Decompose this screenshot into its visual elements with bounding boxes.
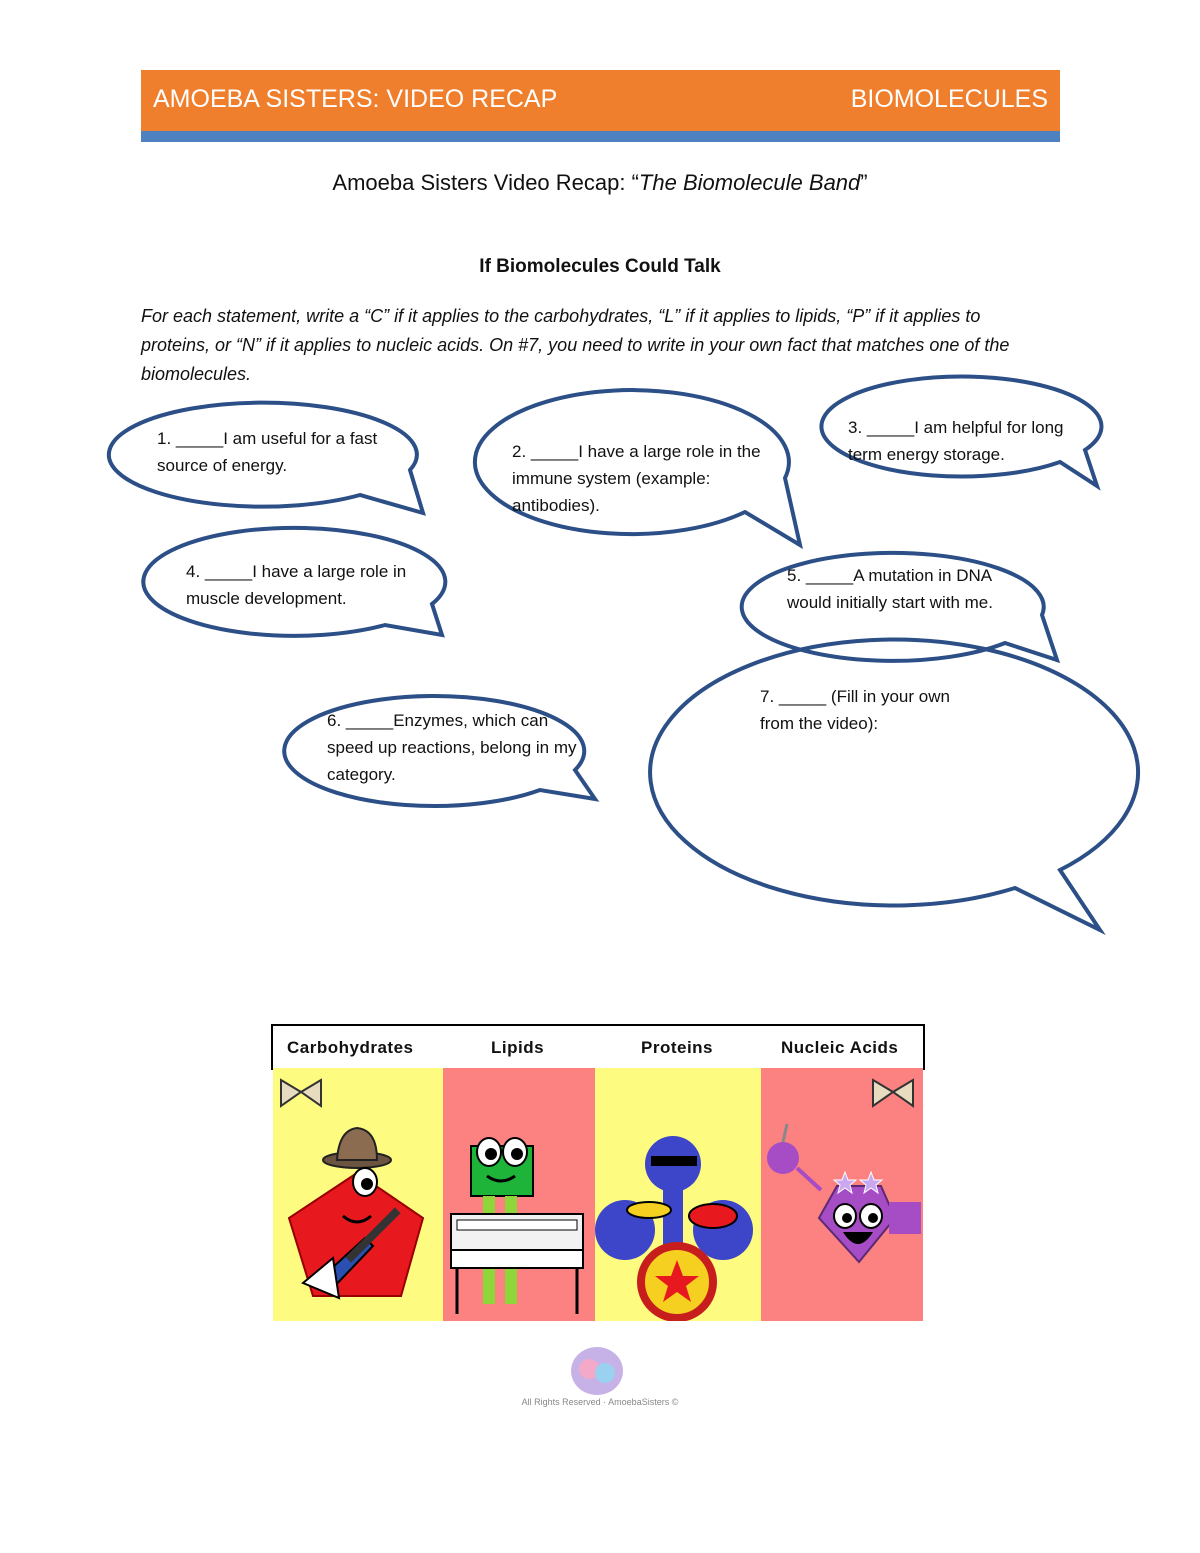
- bubble-4-text: [186, 558, 441, 612]
- header-right-title: BIOMOLECULES: [850, 85, 1048, 113]
- title-prefix: Amoeba Sisters Video Recap: “: [332, 170, 639, 195]
- carbohydrates-panel: [273, 1068, 443, 1321]
- nucleic-acids-panel: [761, 1068, 923, 1321]
- header-left-title: AMOEBA SISTERS: VIDEO RECAP: [153, 85, 558, 113]
- bubble-4-number: 4.: [186, 562, 201, 581]
- band-label-lipids: Lipids: [491, 1038, 545, 1057]
- title-italic: The Biomolecule Band: [638, 170, 861, 195]
- bubble-2-text: [512, 438, 792, 519]
- section-title: If Biomolecules Could Talk: [479, 256, 721, 277]
- bubble-7-text: [760, 683, 950, 737]
- carbohydrate-guitarist-icon: [273, 1068, 443, 1321]
- bubble-1-blank[interactable]: _____: [175, 429, 224, 448]
- nucleic-acid-singer-icon: [761, 1068, 923, 1321]
- bubble-7-blank[interactable]: _____: [778, 687, 827, 706]
- title-suffix: ”: [860, 170, 868, 195]
- bubble-6-statement: Enzymes, which can speed up reactions, belong in my category.: [327, 711, 577, 784]
- bubble-4-statement: I have a large role in muscle development.: [186, 562, 407, 608]
- band-label-carbohydrates: Carbohydrates: [287, 1038, 414, 1057]
- bubble-5-number: 5.: [787, 566, 802, 585]
- bubble-3-statement: I am helpful for long term energy storage.: [848, 418, 1064, 464]
- lipids-panel: [443, 1068, 595, 1321]
- bubble-4-blank[interactable]: _____: [204, 562, 253, 581]
- bubble-6-number: 6.: [327, 711, 342, 730]
- bubble-7-statement: (Fill in your own from the video):: [760, 687, 950, 733]
- bubble-2-number: 2.: [512, 442, 527, 461]
- band-label-proteins: Proteins: [641, 1038, 714, 1057]
- bubble-5-text: [787, 562, 1037, 616]
- bubble-2-statement: I have a large role in the immune system (example: antibodies).: [512, 442, 761, 515]
- biomolecule-band: [271, 1024, 925, 1324]
- bubble-5-statement: A mutation in DNA would initially start with me.: [787, 566, 993, 612]
- proteins-panel: [595, 1068, 761, 1321]
- lipid-keyboardist-icon: [443, 1068, 595, 1321]
- band-label-nucleic-acids: Nucleic Acids: [781, 1038, 899, 1057]
- band-header: [271, 1024, 925, 1070]
- bubble-6-blank[interactable]: _____: [345, 711, 394, 730]
- bubble-1-text: [157, 425, 407, 479]
- logo-image-icon: [571, 1347, 623, 1395]
- bubble-3-text: [848, 414, 1098, 468]
- amoeba-sisters-logo: [571, 1347, 623, 1395]
- bubble-3-number: 3.: [848, 418, 863, 437]
- bubble-3-blank[interactable]: _____: [866, 418, 915, 437]
- bubble-7-number: 7.: [760, 687, 775, 706]
- bubble-2-blank[interactable]: _____: [530, 442, 579, 461]
- bubble-5-blank[interactable]: _____: [805, 566, 854, 585]
- protein-drummer-icon: [595, 1068, 761, 1321]
- bubble-1-statement: I am useful for a fast source of energy.: [157, 429, 378, 475]
- rights-notice: All Rights Reserved · AmoebaSisters ©: [521, 1397, 679, 1407]
- bubble-6-text: [327, 707, 582, 788]
- instructions: For each statement, write a “C” if it applies to the carbohydrates, “L” if it applies to lipids, “P” if it applies to proteins, or “N” if it applies to nucleic acids. On #7, you need to write in your own fact that matches one of the biomolecules.: [141, 306, 1010, 384]
- bubble-1-number: 1.: [157, 429, 172, 448]
